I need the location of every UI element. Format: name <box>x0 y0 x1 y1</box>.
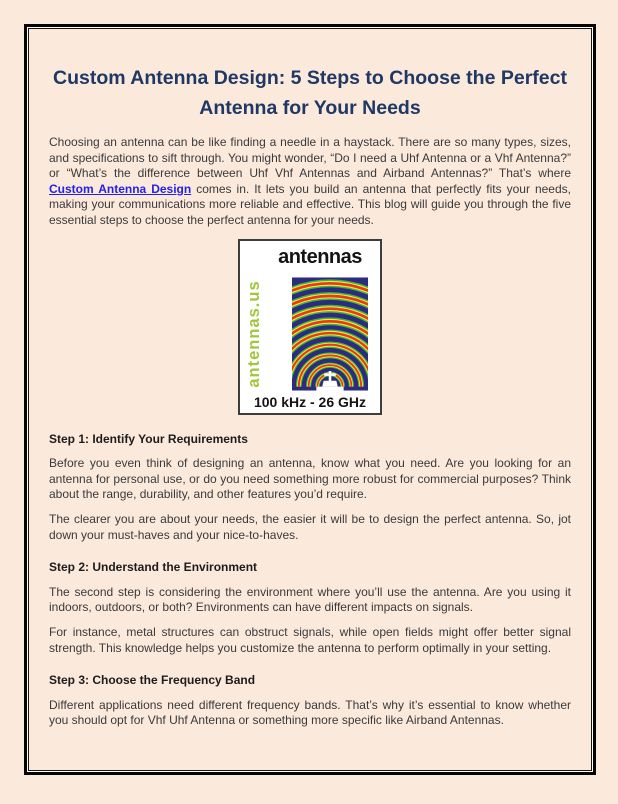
logo-side-text: antennas.us <box>245 279 263 388</box>
logo-frequency-range: 100 kHz - 26 GHz <box>253 393 367 410</box>
antennas-logo-image <box>238 239 382 415</box>
section-paragraph: The clearer you are about your needs, the easier it will be to design the perfect antenna. So, jot down your must-haves and your nice-to-haves. <box>49 511 571 542</box>
section-paragraph: For instance, metal structures can obstruct signals, while open fields might offer better signal strength. This knowledge helps you customize the antenna to perform optimally in your setting. <box>49 624 571 655</box>
logo-brand-text: antennas <box>278 245 362 268</box>
antenna-radiation-pattern-image <box>292 277 368 391</box>
intro-text-after-link: comes in. It lets you build an antenna that perfectly fits your needs, making your communications more reliable and effective. This blog will guide you through the five essential steps to choose the perfect antenna for your needs. <box>49 181 571 227</box>
section-paragraph: Different applications need different frequency bands. That’s why it’s essential to know whether you should opt for Vhf Uhf Antenna or something more specific like Airband Antennas. <box>49 697 571 728</box>
custom-antenna-design-link[interactable]: Custom Antenna Design <box>49 181 192 196</box>
page-title-line-2: Antenna for Your Needs <box>199 97 421 119</box>
logo-image-container <box>49 239 571 415</box>
section-heading-step-2: Step 2: Understand the Environment <box>49 560 258 575</box>
page-border-frame <box>24 24 596 775</box>
page-title <box>49 63 571 123</box>
intro-text-before-link: Choosing an antenna can be like finding a needle in a haystack. There are so many types, sizes, and specifications to sift through. You might wonder, “Do I need a Uhf Antenna or a Vhf Antenna?” or “What’s the difference between Uhf Vhf Antennas and Airband Antennas?” That’s where <box>49 135 571 181</box>
section-heading-step-3: Step 3: Choose the Frequency Band <box>49 673 256 688</box>
section-paragraph: The second step is considering the environment where you’ll use the antenna. Are you using it indoors, outdoors, or both? Environments can have different impacts on signals. <box>49 584 571 615</box>
page-title-line-1: Custom Antenna Design: 5 Steps to Choose the Perfect <box>53 67 567 89</box>
intro-paragraph <box>49 135 571 229</box>
page-border-inner-line <box>28 28 592 771</box>
section-heading-step-1: Step 1: Identify Your Requirements <box>49 431 248 446</box>
document-page <box>29 63 591 804</box>
section-paragraph: Before you even think of designing an antenna, know what you need. Are you looking for an antenna for personal use, or do you need something more robust for commercial purposes? Think about the range, durability, and other features you’d require. <box>49 456 571 502</box>
